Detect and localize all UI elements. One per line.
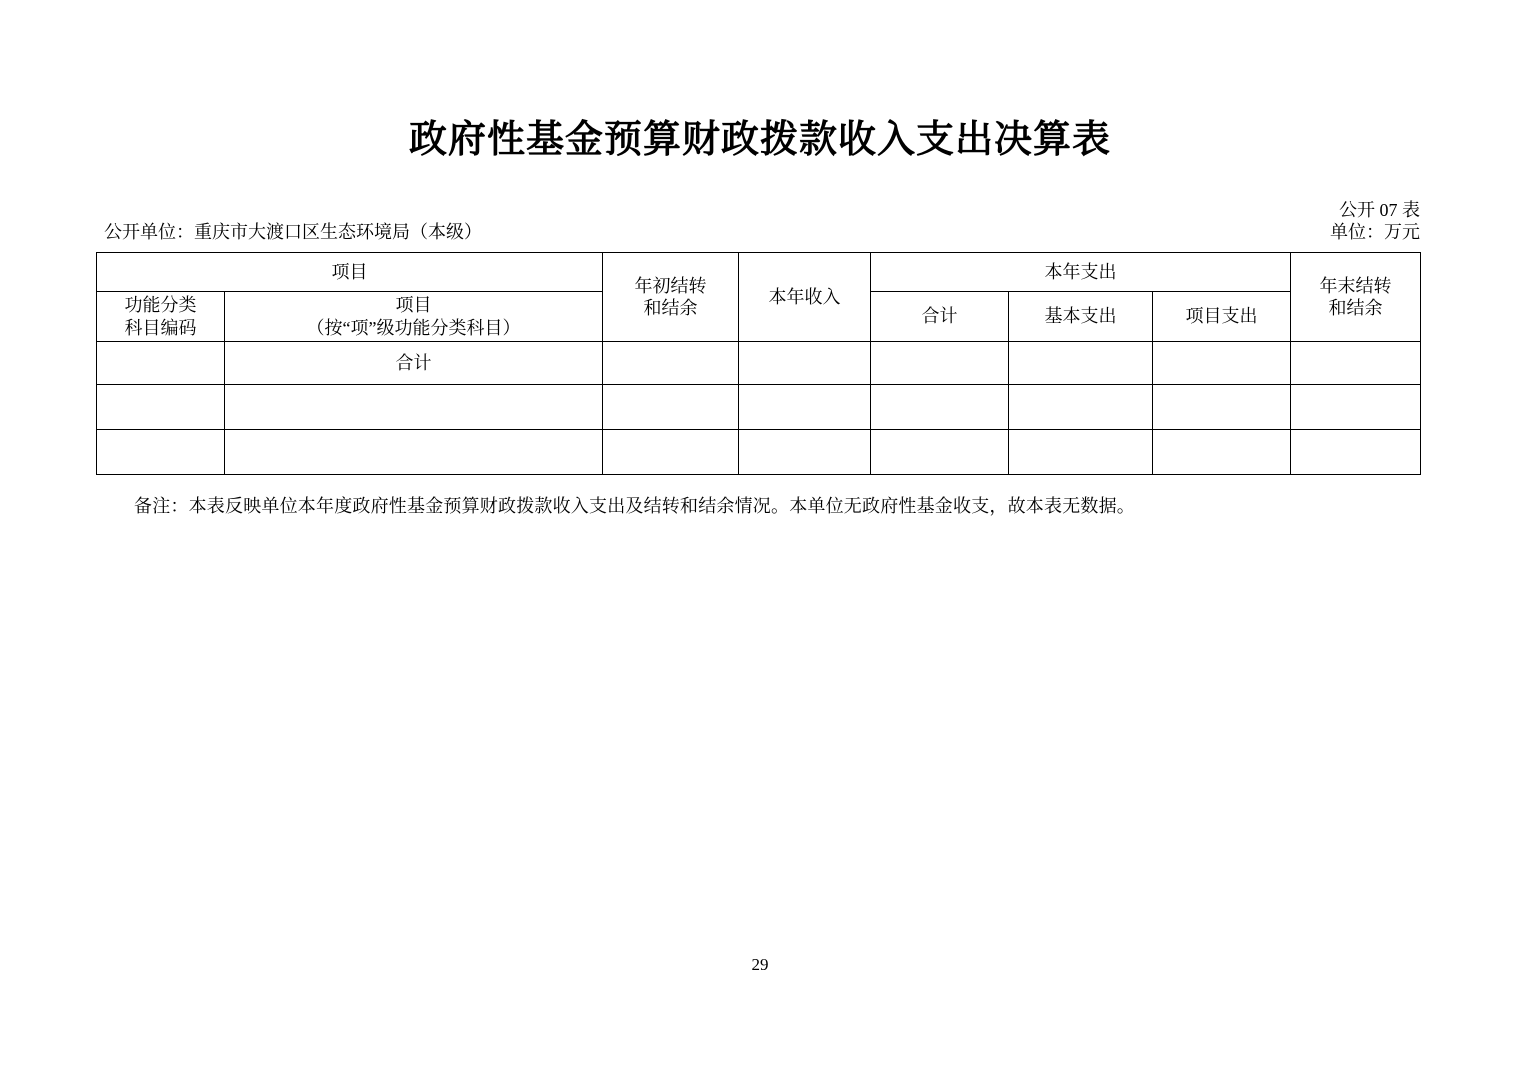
header-end-balance [1291, 253, 1421, 342]
header-project-expense: 项目支出 [1153, 292, 1291, 342]
header-project-name-line2: （按“项”级功能分类科目） [306, 317, 521, 338]
header-functional-code-line1: 功能分类 [124, 295, 197, 315]
header-functional-code-line2: 科目编码 [124, 317, 197, 338]
cell-project-expense [1153, 342, 1291, 385]
header-project-name [225, 292, 603, 342]
table-row [97, 430, 1421, 475]
header-year-income: 本年收入 [739, 253, 871, 342]
cell-begin-balance [603, 342, 739, 385]
header-begin-balance-line1: 年初结转 [634, 275, 707, 296]
cell-basic-expense [1009, 430, 1153, 475]
table-header-row-1 [97, 253, 1421, 292]
amount-unit-label: 单位：万元 [1330, 222, 1420, 242]
header-basic-expense: 基本支出 [1009, 292, 1153, 342]
cell-name [225, 385, 603, 430]
header-begin-balance-line2: 和结余 [643, 298, 698, 318]
cell-end-balance [1291, 385, 1421, 430]
page-number: 29 [751, 955, 769, 974]
cell-basic-expense [1009, 385, 1153, 430]
header-end-balance-line2: 和结余 [1328, 298, 1383, 318]
cell-code [97, 430, 225, 475]
cell-end-balance [1291, 342, 1421, 385]
table-row [97, 342, 1421, 385]
cell-expense-total [871, 430, 1009, 475]
cell-code [97, 342, 225, 385]
cell-project-expense [1153, 430, 1291, 475]
cell-basic-expense [1009, 342, 1153, 385]
cell-expense-total [871, 385, 1009, 430]
header-year-expense-group: 本年支出 [871, 253, 1291, 292]
cell-expense-total [871, 342, 1009, 385]
table-row [97, 385, 1421, 430]
cell-name [225, 430, 603, 475]
budget-table [96, 252, 1421, 475]
cell-name: 合计 [225, 342, 603, 385]
cell-end-balance [1291, 430, 1421, 475]
header-project-group: 项目 [97, 253, 603, 292]
header-expense-total: 合计 [871, 292, 1009, 342]
cell-begin-balance [603, 430, 739, 475]
header-functional-code [97, 292, 225, 342]
form-code-label: 公开 07 表 [1339, 200, 1420, 220]
disclosing-unit-label: 公开单位：重庆市大渡口区生态环境局（本级） [104, 222, 482, 242]
header-begin-balance [603, 253, 739, 342]
header-end-balance-line1: 年末结转 [1319, 275, 1392, 296]
cell-code [97, 385, 225, 430]
header-project-name-line1: 项目 [395, 295, 432, 315]
cell-income [739, 430, 871, 475]
cell-income [739, 385, 871, 430]
table-note: 备注：本表反映单位本年度政府性基金预算财政拨款收入支出及结转和结余情况。本单位无政府性基金收支，故本表无数据。 [134, 496, 1135, 516]
cell-income [739, 342, 871, 385]
cell-project-expense [1153, 385, 1291, 430]
cell-begin-balance [603, 385, 739, 430]
page-title: 政府性基金预算财政拨款收入支出决算表 [408, 117, 1111, 161]
